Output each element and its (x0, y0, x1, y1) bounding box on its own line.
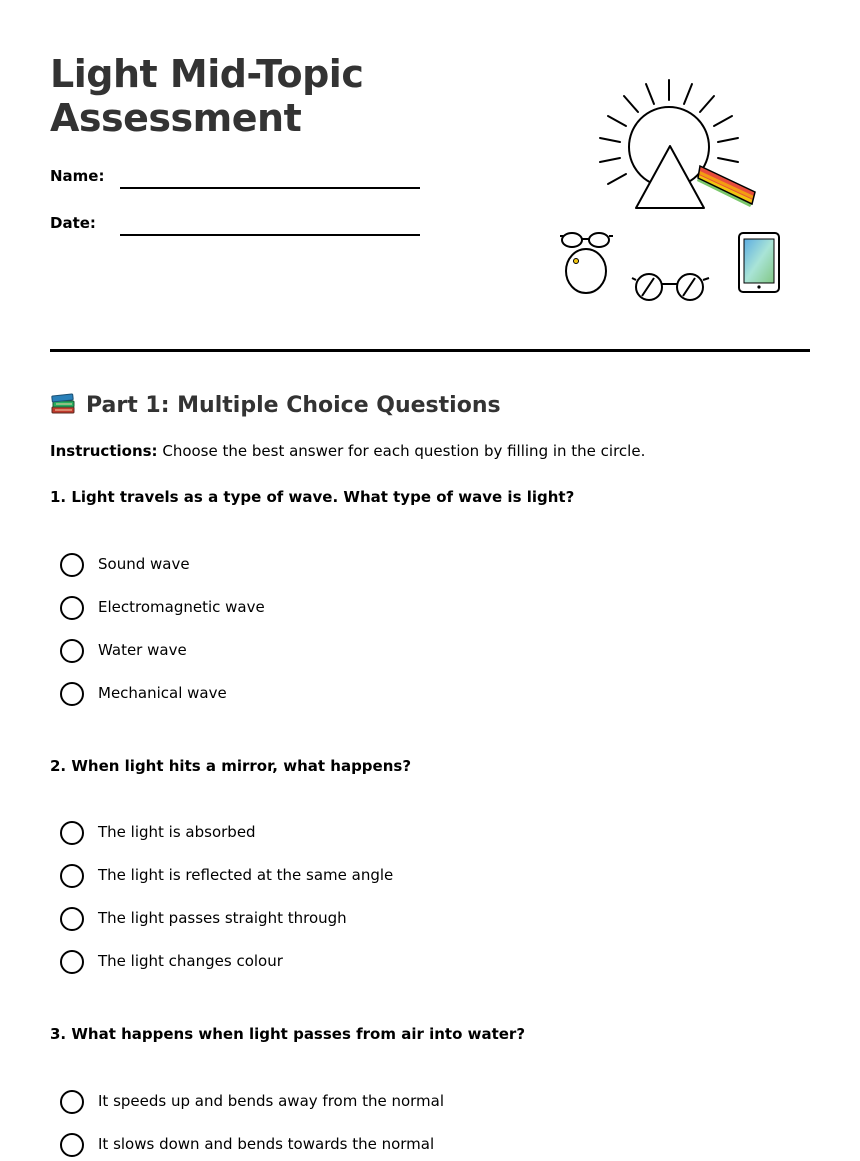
date-line[interactable] (120, 234, 420, 236)
option-text: It speeds up and bends away from the normal (98, 1092, 445, 1110)
round-glasses-icon (632, 274, 709, 300)
option-text: Electromagnetic wave (98, 598, 265, 616)
radio-circle[interactable] (60, 639, 84, 663)
section-title-part1 (50, 390, 501, 420)
radio-circle[interactable] (60, 553, 84, 577)
radio-circle[interactable] (60, 1133, 84, 1157)
radio-circle[interactable] (60, 1090, 84, 1114)
section-title-text: Part 1: Multiple Choice Questions (86, 393, 501, 418)
radio-circle[interactable] (60, 907, 84, 931)
radio-circle[interactable] (60, 596, 84, 620)
tablet-icon (739, 233, 779, 292)
option-text: The light passes straight through (98, 909, 347, 927)
name-label: Name: (50, 167, 105, 185)
question-1: 1. Light travels as a type of wave. What type of wave is light? (50, 488, 575, 506)
header-divider (50, 349, 810, 352)
date-label: Date: (50, 214, 96, 232)
instructions (50, 441, 645, 461)
radio-circle[interactable] (60, 864, 84, 888)
date-field (50, 214, 430, 244)
option-text: Water wave (98, 641, 187, 659)
name-field (50, 167, 430, 197)
option-text: It slows down and bends towards the normal (98, 1135, 435, 1153)
question-3: 3. What happens when light passes from air into water? (50, 1025, 526, 1043)
option-text: Mechanical wave (98, 684, 227, 702)
name-line[interactable] (120, 187, 420, 189)
page-title: Light Mid-Topic Assessment (50, 52, 364, 140)
option-text: Sound wave (98, 555, 190, 573)
glasses-icon (560, 233, 613, 247)
radio-circle[interactable] (60, 682, 84, 706)
eye-icon (566, 249, 606, 293)
instructions-label: Instructions: (50, 442, 158, 460)
question-2: 2. When light hits a mirror, what happens? (50, 757, 412, 775)
light-illustration (550, 70, 790, 310)
option-text: The light is reflected at the same angle (98, 866, 394, 884)
radio-circle[interactable] (60, 950, 84, 974)
radio-circle[interactable] (60, 821, 84, 845)
option-text: The light changes colour (98, 952, 283, 970)
books-icon (50, 390, 76, 416)
instructions-text: Choose the best answer for each question by filling in the circle. (162, 442, 646, 460)
option-text: The light is absorbed (98, 823, 256, 841)
